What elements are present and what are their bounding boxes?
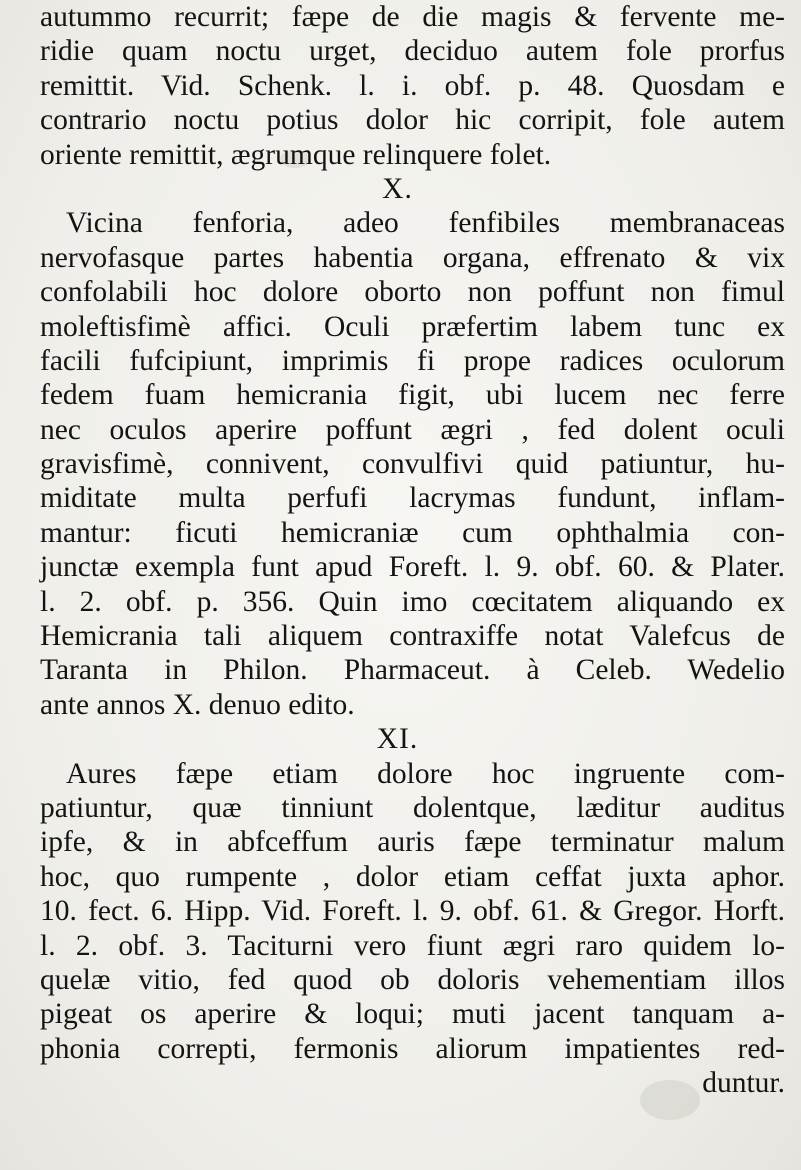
text-line: quelæ vitio, fed quod ob doloris vehementiam illos <box>40 963 785 996</box>
text-line: Vicina fenforia, adeo fenfibiles membranaceas <box>66 207 785 240</box>
text-line: hoc, quo rumpente , dolor etiam ceffat juxta aphor. <box>40 860 785 893</box>
text-line: Aures fæpe etiam dolore hoc ingruente com- <box>66 757 785 790</box>
text-line: junctæ exempla funt apud Foreft. l. 9. obf. 60. & Plater. <box>40 551 785 584</box>
text-line: ipfe, & in abfceffum auris fæpe terminatur malum <box>40 826 785 859</box>
text-line: mantur: ficuti hemicraniæ cum ophthalmia con- <box>40 516 785 549</box>
text-line: oriente remittit, ægrumque relinquere folet. <box>40 138 552 171</box>
text-line: nec oculos aperire poffunt ægri , fed dolent oculi <box>40 413 785 446</box>
text-line: Taranta in Philon. Pharmaceut. à Celeb. Wedelio <box>40 654 785 687</box>
text-line: l. 2. obf. p. 356. Quin imo cœcitatem aliquando ex <box>40 585 785 618</box>
text-line: Hemicrania tali aliquem contraxiffe notat Valefcus de <box>40 620 785 653</box>
text-line: gravisfimè, connivent, convulfivi quid patiuntur, hu- <box>40 448 785 481</box>
body-text <box>40 0 785 1101</box>
section-number: X. <box>382 172 413 205</box>
text-line: ridie quam noctu urget, deciduo autem fole prorfus <box>40 35 785 68</box>
text-line: duntur. <box>702 1067 785 1100</box>
text-line: ante annos X. denuo edito. <box>40 688 355 721</box>
text-line: remittit. Vid. Schenk. l. i. obf. p. 48. Quosdam e <box>40 69 785 102</box>
text-line: autummo recurrit; fæpe de die magis & fervente me- <box>40 1 785 33</box>
text-line: nervofasque partes habentia organa, effrenato & vix <box>40 241 785 274</box>
section-number: XI. <box>376 723 419 756</box>
text-line: 10. fect. 6. Hipp. Vid. Foreft. l. 9. obf. 61. & Gregor. Horft. <box>40 895 785 928</box>
text-line: patiuntur, quæ tinniunt dolentque, læditur auditus <box>40 791 785 824</box>
text-line: contrario noctu potius dolor hic corripit, fole autem <box>40 104 785 137</box>
text-line: moleftisfimè affici. Oculi præfertim labem tunc ex <box>40 310 785 343</box>
text-line: facili fufcipiunt, imprimis fi prope radices oculorum <box>40 344 785 377</box>
text-line: phonia correpti, fermonis aliorum impatientes red- <box>40 1032 785 1065</box>
text-line: pigeat os aperire & loqui; muti jacent tanquam a- <box>40 998 785 1031</box>
text-line: confolabili hoc dolore oborto non poffunt non fimul <box>40 276 785 309</box>
text-line: miditate multa perfufi lacrymas fundunt, inflam- <box>40 482 785 515</box>
text-line: l. 2. obf. 3. Taciturni vero fiunt ægri raro quidem lo- <box>40 929 785 962</box>
text-line: fedem fuam hemicrania figit, ubi lucem nec ferre <box>40 379 785 412</box>
